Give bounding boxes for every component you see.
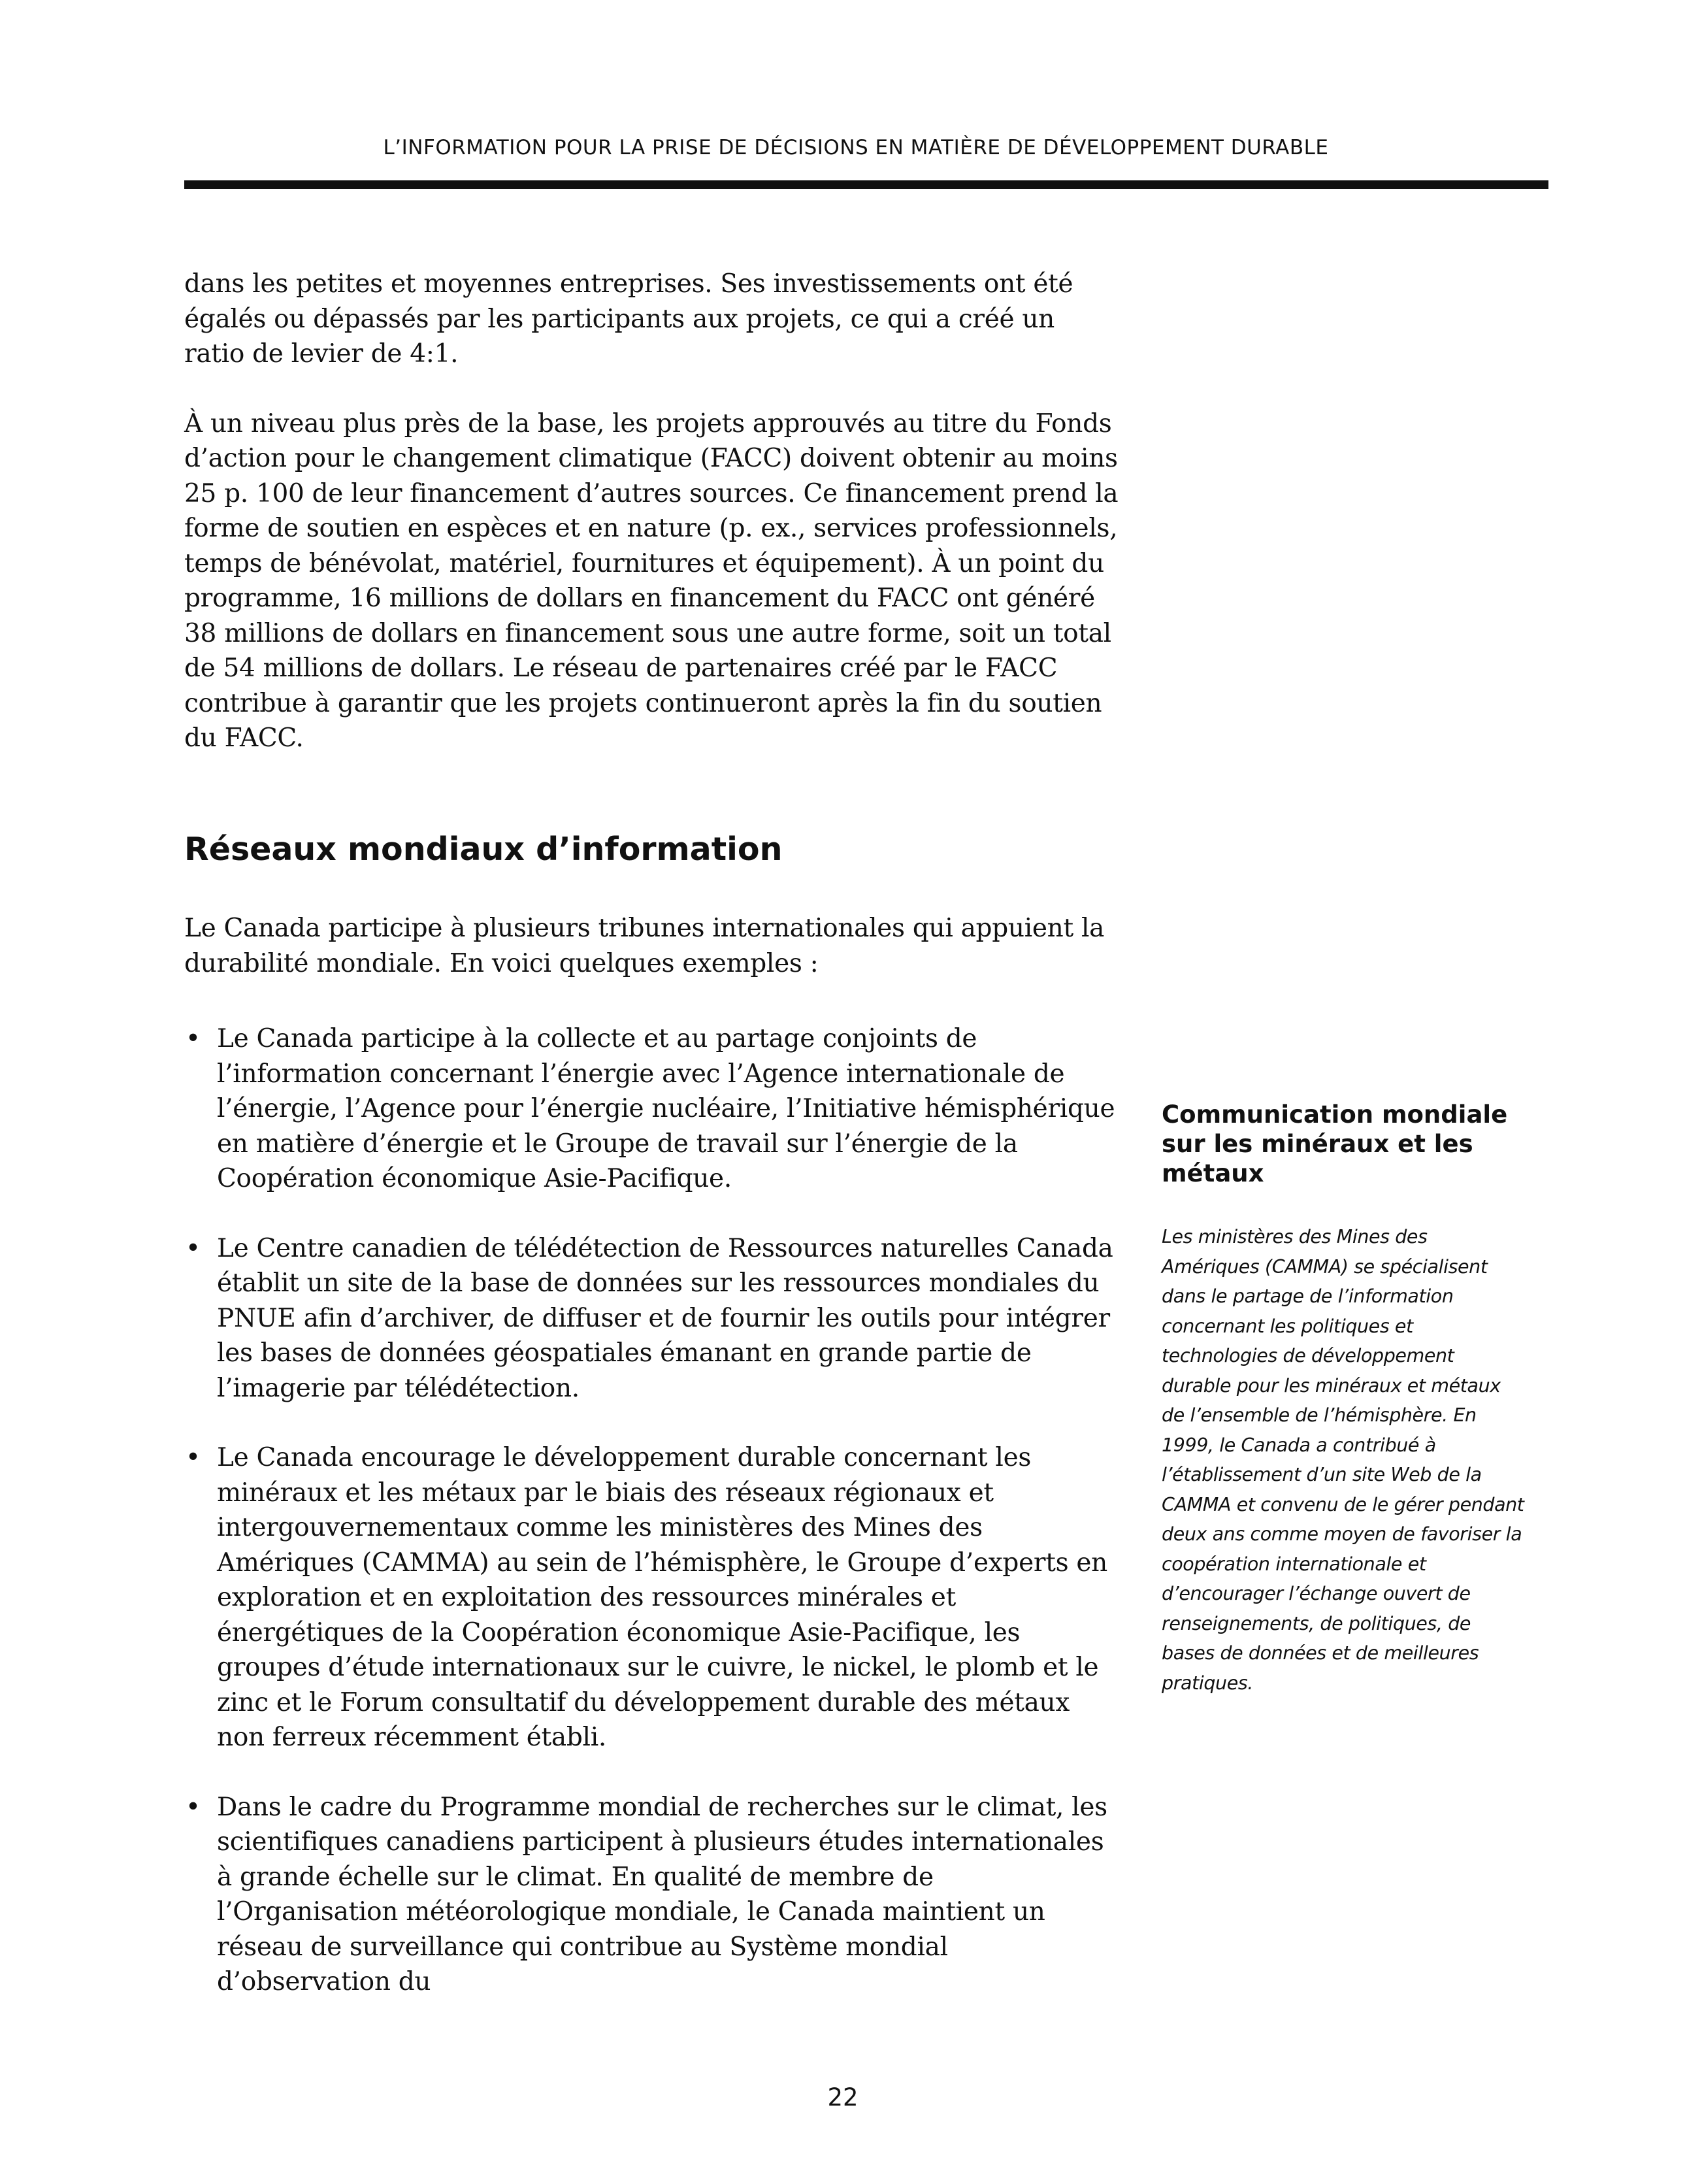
main-column (184, 267, 1119, 1996)
list-item-text: Dans le cadre du Programme mondial de recherches sur le climat, les scientifiques canadiens participent à plusieurs études internationales à grande échelle sur le climat. En qualité de membre de l’Organisation météorologique mondiale, le Canada maintient un réseau de surveillance qui contribue au Système mondial d’observation du (217, 1792, 1107, 1996)
bullet-icon: • (186, 1024, 201, 1053)
header-rule (184, 180, 1548, 189)
sidebar-note (1162, 1100, 1528, 1698)
page-number: 22 (827, 2083, 859, 2111)
section-heading: Réseaux mondiaux d’information (184, 831, 783, 868)
intro-paragraph: Le Canada participe à plusieurs tribunes internationales qui appuient la durabilité mondiale. En voici quelques exemples : (184, 914, 1105, 978)
bullet-icon: • (186, 1443, 201, 1472)
list-item (184, 1021, 1119, 1197)
list-item (184, 1231, 1119, 1406)
bullet-list (184, 1021, 1119, 2034)
paragraph: dans les petites et moyennes entreprises. Ses investissements ont été égalés ou dépassés par les participants aux projets, ce qui a créé un ratio de levier de 4:1. (184, 269, 1073, 369)
list-item-text: Le Canada participe à la collecte et au partage conjoints de l’information concernant l’énergie avec l’Agence internationale de l’énergie, l’Agence pour l’énergie nucléaire, l’Initiative hémisphérique en matière d’énergie et le Groupe de travail sur l’énergie de la Coopération économique Asie-Pacifique. (217, 1024, 1115, 1193)
list-item-text: Le Centre canadien de télédétection de Ressources naturelles Canada établit un site de la base de données sur les ressources mondiales du PNUE afin d’archiver, de diffuser et de fournir les outils pour intégrer les bases de données géospatiales émanant en grande partie de l’imagerie par télédétection. (217, 1233, 1113, 1403)
bullet-icon: • (186, 1233, 201, 1263)
list-item (184, 1790, 1119, 2000)
sidebar-body: Les ministères des Mines des Amériques (CAMMA) se spécialisent dans le partage de l’information concernant les politiques et technologies de développement durable pour les minéraux et métaux de l’ensemble de l’hémisphère. En 1999, le Canada a contribué à l’établissement d’un site Web de la CAMMA et convenu de le gérer pendant deux ans comme moyen de favoriser la coopération internationale et d’encourager l’échange ouvert de renseignements, de politiques, de bases de données et de meilleures pratiques. (1162, 1226, 1524, 1694)
paragraph: À un niveau plus près de la base, les projets approuvés au titre du Fonds d’action pour le changement climatique (FACC) doivent obtenir au moins 25 p. 100 de leur financement d’autres sources. Ce financement prend la forme de soutien en espèces et en nature (p. ex., services professionnels, temps de bénévolat, matériel, fournitures et équipement). À un point du programme, 16 millions de dollars en financement du FACC ont généré 38 millions de dollars en financement sous une autre forme, soit un total de 54 millions de dollars. Le réseau de partenaires créé par le FACC contribue à garantir que les projets continueront après la fin du soutien du FACC. (184, 408, 1119, 753)
sidebar-title: Communication mondiale sur les minéraux et les métaux (1162, 1100, 1508, 1187)
running-header: L’INFORMATION POUR LA PRISE DE DÉCISIONS EN MATIÈRE DE DÉVELOPPEMENT DURABLE (383, 136, 1329, 159)
bullet-icon: • (186, 1792, 201, 1822)
list-item-text: Le Canada encourage le développement durable concernant les minéraux et les métaux par le biais des réseaux régionaux et intergouvernementaux comme les ministères des Mines des Amériques (CAMMA) au sein de l’hémisphère, le Groupe d’experts en exploration et en exploitation des ressources minérales et énergétiques de la Coopération économique Asie-Pacifique, les groupes d’étude internationaux sur le cuivre, le nickel, le plomb et le zinc et le Forum consultatif du développement durable des métaux non ferreux récemment établi. (217, 1443, 1107, 1752)
list-item (184, 1440, 1119, 1755)
